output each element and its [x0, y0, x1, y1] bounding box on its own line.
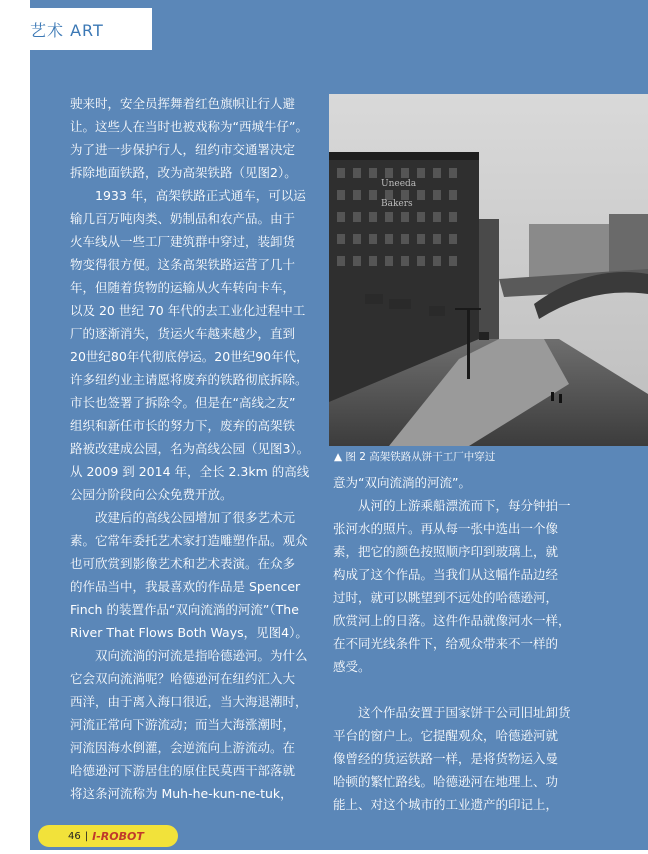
section-header — [0, 8, 152, 50]
text-line: 拆除地面铁路，改为高架铁路（见图2）。 — [70, 165, 297, 180]
text-line: 感受。 — [333, 659, 371, 674]
text-line: 也可欣赏到影像艺术和艺术表演。在众多 — [70, 556, 296, 571]
text-line: 改建后的高线公园增加了很多艺术元 — [70, 510, 296, 525]
text-line: 以及 20 世纪 70 年代的去工业化过程中工 — [70, 303, 306, 318]
left-text-column — [70, 92, 309, 805]
text-line: 素。它常年委托艺术家打造雕塑作品。观众 — [70, 533, 308, 548]
text-line: 市长也签署了拆除令。但是在“高线之友” — [70, 395, 296, 410]
text-line: 1933 年，高架铁路正式通车，可以运 — [70, 188, 306, 203]
text-line: 将这条河流称为 Muh-he-kun-ne-tuk， — [70, 786, 293, 801]
magazine-brand: I-ROBOT — [92, 829, 144, 843]
text-line: 这个作品安置于国家饼干公司旧址卸货 — [333, 705, 571, 720]
page-bottom-edge — [0, 850, 648, 854]
text-line: 能上、对这个城市的工业遗产的印记上， — [333, 797, 559, 812]
text-line: 河流因海水倒灌，会逆流向上游流动。在 — [70, 740, 296, 755]
text-line: 物变得很方便。这条高架铁路运营了几十 — [70, 257, 296, 272]
text-line: 平台的窗户上。它提醒观众，哈德逊河就 — [333, 728, 559, 743]
text-line: 双向流淌的河流是指哈德逊河。为什么 — [70, 648, 308, 663]
building-sign: Uneeda — [381, 179, 417, 189]
text-line — [333, 678, 571, 701]
text-line: 让。这些人在当时也被戏称为“西城牛仔”。 — [70, 119, 308, 134]
text-line: Finch 的装置作品“双向流淌的河流”（The — [70, 602, 299, 617]
footer-separator: | — [84, 830, 89, 842]
right-text-column — [333, 471, 571, 816]
text-line: 年，但随着货物的运输从火车转向卡车， — [70, 280, 296, 295]
text-line: 张河水的照片。再从每一张中选出一个像 — [333, 521, 559, 536]
text-line: River That Flows Both Ways，见图4）。 — [70, 625, 308, 640]
text-line: 的作品当中，我最喜欢的作品是 Spencer — [70, 579, 301, 594]
text-line: 在不同光线条件下，给观众带来不一样的 — [333, 636, 559, 651]
figure-2-photo — [329, 94, 648, 446]
figure-caption: ▲ 图 2 高架铁路从饼干工厂中穿过 — [334, 451, 496, 463]
text-line: 它会双向流淌呢？哈德逊河在纽约汇入大 — [70, 671, 296, 686]
text-line: 输几百万吨肉类、奶制品和农产品。由于 — [70, 211, 296, 226]
text-line: 为了进一步保护行人，纽约市交通署决定 — [70, 142, 296, 157]
text-line: 驶来时，安全员挥舞着红色旗帜让行人避 — [70, 96, 296, 111]
text-line: 过时，就可以眺望到不远处的哈德逊河， — [333, 590, 559, 605]
text-line: 火车线从一些工厂建筑群中穿过，装卸货 — [70, 234, 296, 249]
section-title: 艺术 ART — [30, 20, 104, 40]
text-line: 哈德逊河下游居住的原住民莫西干部落就 — [70, 763, 296, 778]
text-line: 从河的上游乘船漂流而下，每分钟拍一 — [333, 498, 571, 513]
page-number: 46 — [68, 830, 81, 842]
text-line: 欣赏河上的日落。这件作品就像河水一样， — [333, 613, 571, 628]
text-line: 路被改建成公园，名为高线公园（见图3）。 — [70, 441, 310, 456]
elevated-railway-photo — [329, 94, 648, 446]
text-line: 西洋，由于离入海口很近，当大海退潮时， — [70, 694, 308, 709]
text-line: 意为“双向流淌的河流”。 — [333, 475, 471, 490]
text-line: 组织和新任市长的努力下，废弃的高架铁 — [70, 418, 296, 433]
page-footer — [38, 825, 178, 847]
svg-text:Bakers: Bakers — [381, 199, 413, 209]
text-line: 哈顿的繁忙路线。哈德逊河在地理上、功 — [333, 774, 559, 789]
text-line: 素，把它的颜色按照顺序印到玻璃上，就 — [333, 544, 559, 559]
text-line: 河流正常向下游流动；而当大海涨潮时， — [70, 717, 296, 732]
text-line: 构成了这个作品。当我们从这幅作品边经 — [333, 567, 559, 582]
text-line: 像曾经的货运铁路一样，是将货物运入曼 — [333, 751, 559, 766]
text-line: 许多纽约业主请愿将废弃的铁路彻底拆除。 — [70, 372, 308, 387]
text-line: 20世纪80年代彻底停运。20世纪90年代， — [70, 349, 309, 364]
text-line: 从 2009 到 2014 年，全长 2.3km 的高线 — [70, 464, 310, 479]
text-line: 厂的逐渐消失，货运火车越来越少，直到 — [70, 326, 296, 341]
text-line: 公园分阶段向公众免费开放。 — [70, 487, 233, 502]
